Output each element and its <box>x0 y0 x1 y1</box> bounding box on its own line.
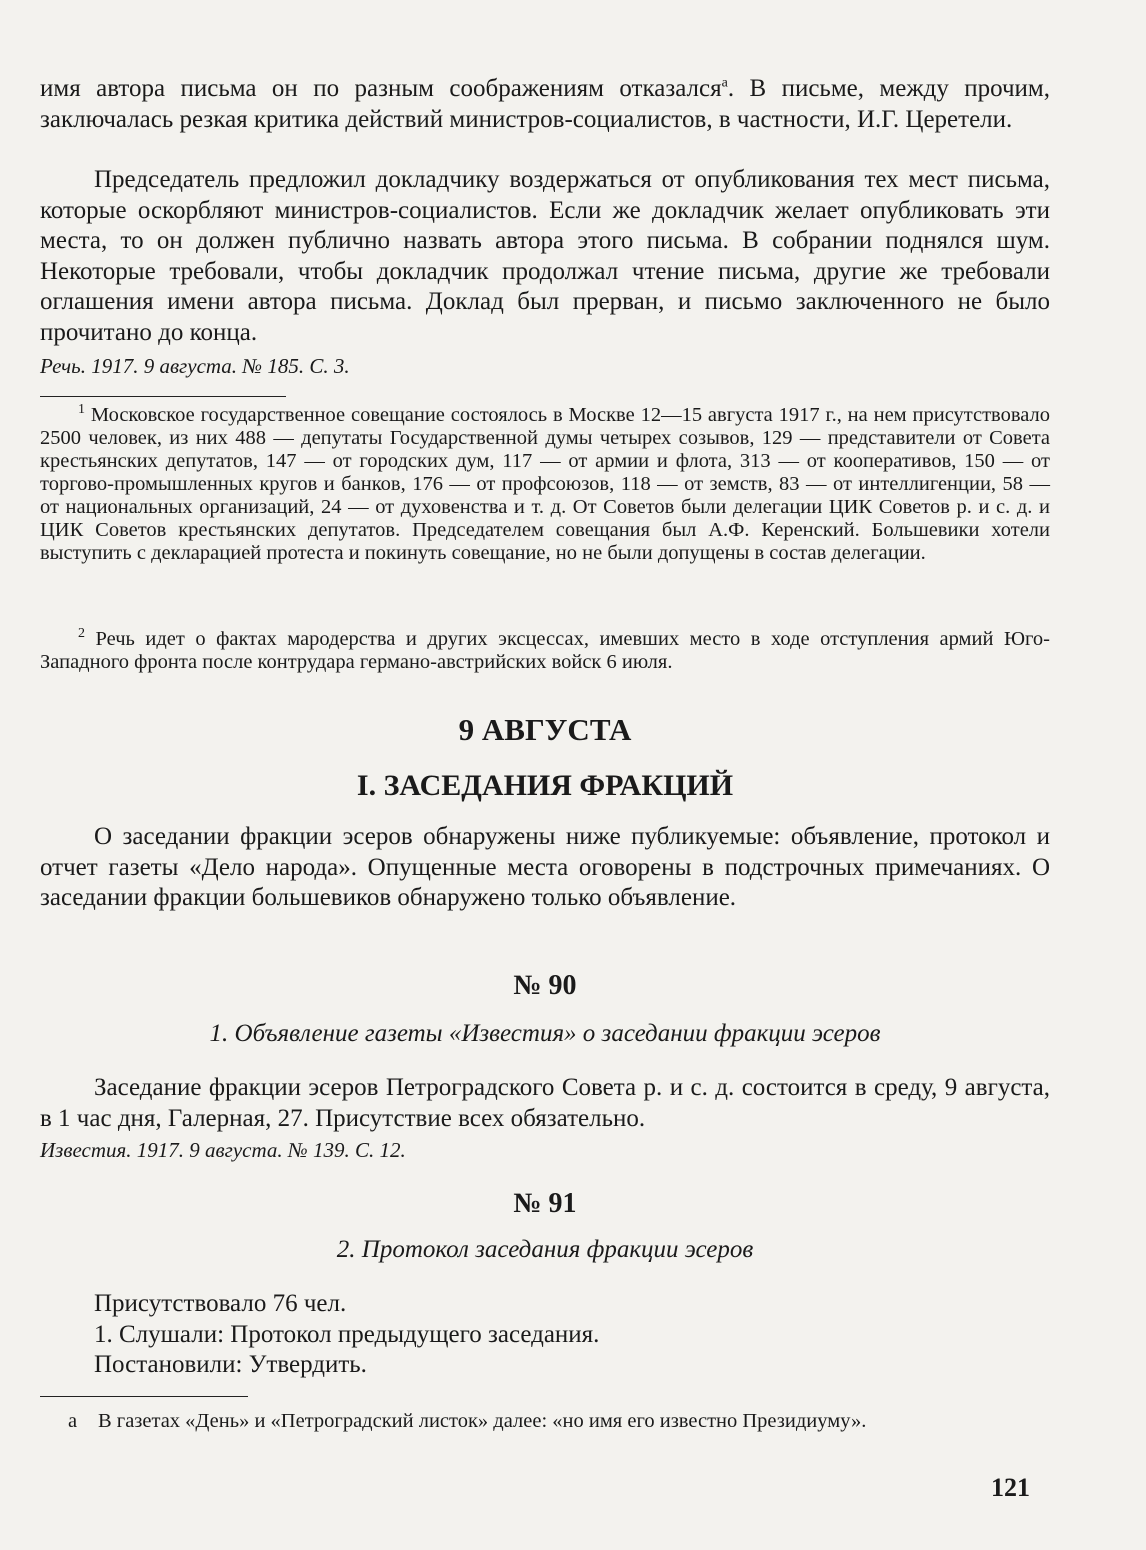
page-number: 121 <box>991 1473 1030 1502</box>
doc91-number: № 91 <box>513 1188 577 1219</box>
doc90-body <box>40 1073 1050 1134</box>
doc90-source-text: Известия. 1917. 9 августа. № 139. С. 12. <box>40 1138 406 1162</box>
letter-note <box>40 1410 1050 1433</box>
footnote-2 <box>40 628 1050 674</box>
section-intro <box>40 822 1050 914</box>
letter-note-divider <box>40 1396 248 1397</box>
doc91-line-1: Присутствовало 76 чел. <box>94 1290 347 1317</box>
intro-paragraph-1 <box>40 74 1050 135</box>
doc90-title: 1. Объявление газеты «Известия» о заседании фракции эсеров <box>209 1020 881 1047</box>
footnote-1-number: 1 <box>78 402 85 418</box>
doc91-body <box>40 1289 1050 1381</box>
footnote-divider <box>40 396 286 397</box>
doc90-number: № 90 <box>513 970 577 1001</box>
letter-note-text: В газетах «День» и «Петроградский листок» далее: «но имя его известно Президиуму». <box>98 1410 867 1432</box>
section-intro-text: О заседании фракции эсеров обнаружены ниже публикуемые: объявление, протокол и отчет газеты «Дело народа». Опущенные места оговорены в подстрочных примечаниях. О заседании фракции большевиков обнаружено только объявление. <box>40 823 1050 911</box>
doc91-line-3: Постановили: Утвердить. <box>94 1351 367 1378</box>
letter-note-mark: а <box>68 1410 78 1432</box>
doc90-text: Заседание фракции эсеров Петроградского Совета р. и с. д. состоится в среду, 9 августа, в 1 час дня, Галерная, 27. Присутствие всех обязательно. <box>40 1074 1050 1132</box>
footnote-1-text: Московское государственное совещание состоялось в Москве 12—15 августа 1917 г., на нем присутствовало 2500 человек, из них 488 — депутаты Государственной думы четырех созывов, 129 — представители от Совета крестьянских депутатов, 147 — от городских дум, 117 — от армии и флота, 313 — от кооперативов, 150 — от торгово-промышленных кругов и банков, 176 — от профсоюзов, 118 — от земств, 83 — от интеллигенции, 58 — от национальных организаций, 24 — от духовенства и т. д. От Советов были делегации ЦИК Советов р. и с. д. и ЦИК Советов крестьянских депутатов. Председателем совещания был А.Ф. Керенский. Большевики хотели выступить с декларацией протеста и покинуть совещание, но не были допущены в состав делегации. <box>40 404 1050 564</box>
intro-p2-text: Председатель предложил докладчику воздержаться от опубликования тех мест письма, которые оскорбляют министров-социалистов. Если же докладчик желает опубликовать эти места, то он должен публично назвать автора этого письма. В собрании поднялся шум. Некоторые требовали, чтобы докладчик продолжал чтение письма, другие же требовали оглашения имени автора письма. Доклад был прерван, и письмо заключенного не было прочитано до конца. <box>40 166 1050 346</box>
footnote-mark-a: а <box>721 75 728 91</box>
intro-p1-rest: . В письме, между прочим, заключалась резкая критика действий министров-социалистов, в частности, И.Г. Церетели. <box>40 75 1050 133</box>
intro-source-text: Речь. 1917. 9 августа. № 185. С. 3. <box>40 354 350 378</box>
date-heading: 9 АВГУСТА <box>458 712 632 747</box>
doc91-title: 2. Протокол заседания фракции эсеров <box>336 1236 754 1263</box>
doc90-source <box>40 1138 1050 1163</box>
intro-p1-text: имя автора письма он по разным соображениям отказался <box>40 75 722 102</box>
footnote-1 <box>40 404 1050 565</box>
section-heading: I. ЗАСЕДАНИЯ ФРАКЦИЙ <box>356 769 734 802</box>
doc91-line-2: 1. Слушали: Протокол предыдущего заседания. <box>94 1320 600 1348</box>
intro-paragraph-2 <box>40 165 1050 348</box>
footnote-2-text: Речь идет о фактах мародерства и других эксцессах, имевших место в ходе отступления армий Юго-Западного фронта после контрудара германо-австрийских войск 6 июля. <box>40 628 1051 673</box>
footnote-2-number: 2 <box>78 626 85 642</box>
intro-source <box>40 354 1050 379</box>
